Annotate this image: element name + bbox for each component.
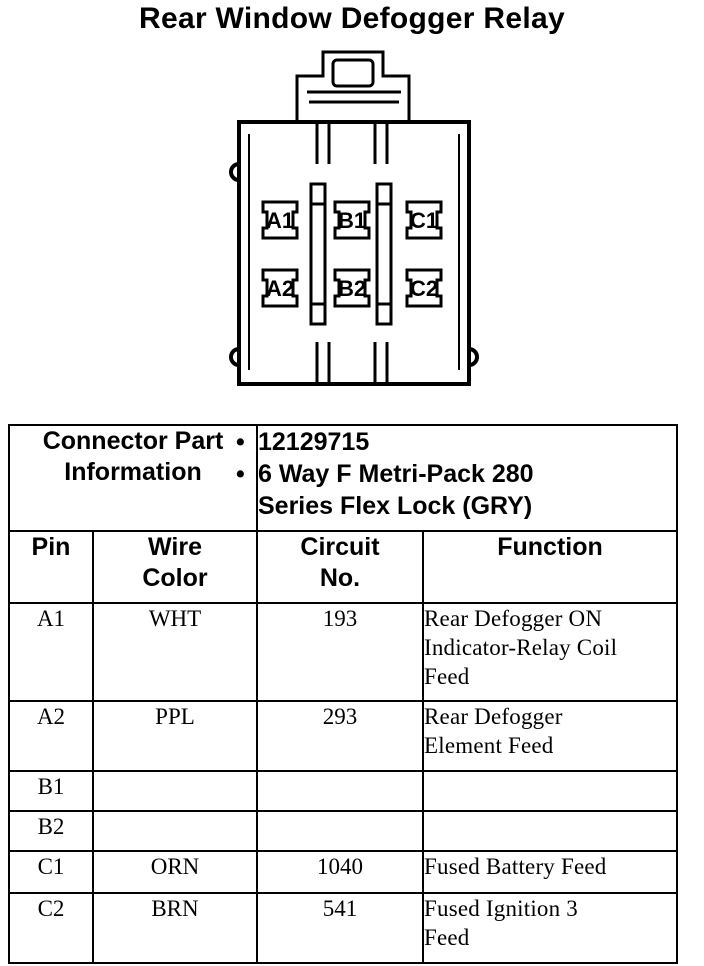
part-description: • 6 Way F Metri-Pack 280 xyxy=(236,460,534,488)
header-pin: Pin xyxy=(9,531,93,603)
table-row xyxy=(9,603,677,701)
function-cell: Fused Ignition 3 Feed xyxy=(423,893,677,963)
part-info-row xyxy=(9,425,677,531)
connector-diagram xyxy=(225,44,485,394)
pin-label: A1 xyxy=(265,208,295,233)
function-cell xyxy=(423,771,677,811)
circuit-cell: 541 xyxy=(257,893,423,963)
function-cell: Rear Defogger Element Feed xyxy=(423,701,677,771)
table-row xyxy=(9,701,677,771)
connector-latch xyxy=(297,52,409,124)
wire-color-cell: ORN xyxy=(93,851,257,893)
pin-cell: B2 xyxy=(9,811,93,851)
header-circuit: Circuit No. xyxy=(257,531,423,603)
pin-label: B2 xyxy=(337,276,367,301)
pin-cell: A2 xyxy=(9,701,93,771)
circuit-cell: 1040 xyxy=(257,851,423,893)
circuit-cell xyxy=(257,811,423,851)
table-row xyxy=(9,893,677,963)
pin-cell: A1 xyxy=(9,603,93,701)
wire-color-cell: BRN xyxy=(93,893,257,963)
table-row xyxy=(9,771,677,811)
connector-info-table xyxy=(8,424,678,964)
pin-label: C2 xyxy=(409,276,439,301)
part-number: • 12129715 xyxy=(236,428,370,456)
wire-color-cell: PPL xyxy=(93,701,257,771)
pin-label: A2 xyxy=(265,276,295,301)
wire-color-cell xyxy=(93,771,257,811)
header-function: Function xyxy=(423,531,677,603)
function-cell xyxy=(423,811,677,851)
pin-label: C1 xyxy=(409,208,439,233)
pin-cell: B1 xyxy=(9,771,93,811)
wire-color-cell xyxy=(93,811,257,851)
circuit-cell xyxy=(257,771,423,811)
part-info-label xyxy=(9,425,257,531)
function-cell: Fused Battery Feed xyxy=(423,851,677,893)
part-info-label-line: Connector Part xyxy=(42,427,224,455)
part-info-values xyxy=(236,425,677,531)
header-wire-color: Wire Color xyxy=(93,531,257,603)
wire-color-cell: WHT xyxy=(93,603,257,701)
connector-body xyxy=(231,122,477,384)
pin-cell: C2 xyxy=(9,893,93,963)
table-row xyxy=(9,811,677,851)
part-description-cont: Series Flex Lock (GRY) xyxy=(258,492,533,520)
page-title: Rear Window Defogger Relay xyxy=(139,2,565,35)
part-info-label-line: Information xyxy=(64,458,202,486)
pin-label: B1 xyxy=(337,208,367,233)
circuit-cell: 193 xyxy=(257,603,423,701)
header-row xyxy=(9,531,677,603)
circuit-cell: 293 xyxy=(257,701,423,771)
connector-ribs xyxy=(311,122,391,384)
function-cell: Rear Defogger ON Indicator-Relay Coil Feed xyxy=(423,603,677,701)
pin-cell: C1 xyxy=(9,851,93,893)
table-row xyxy=(9,851,677,893)
